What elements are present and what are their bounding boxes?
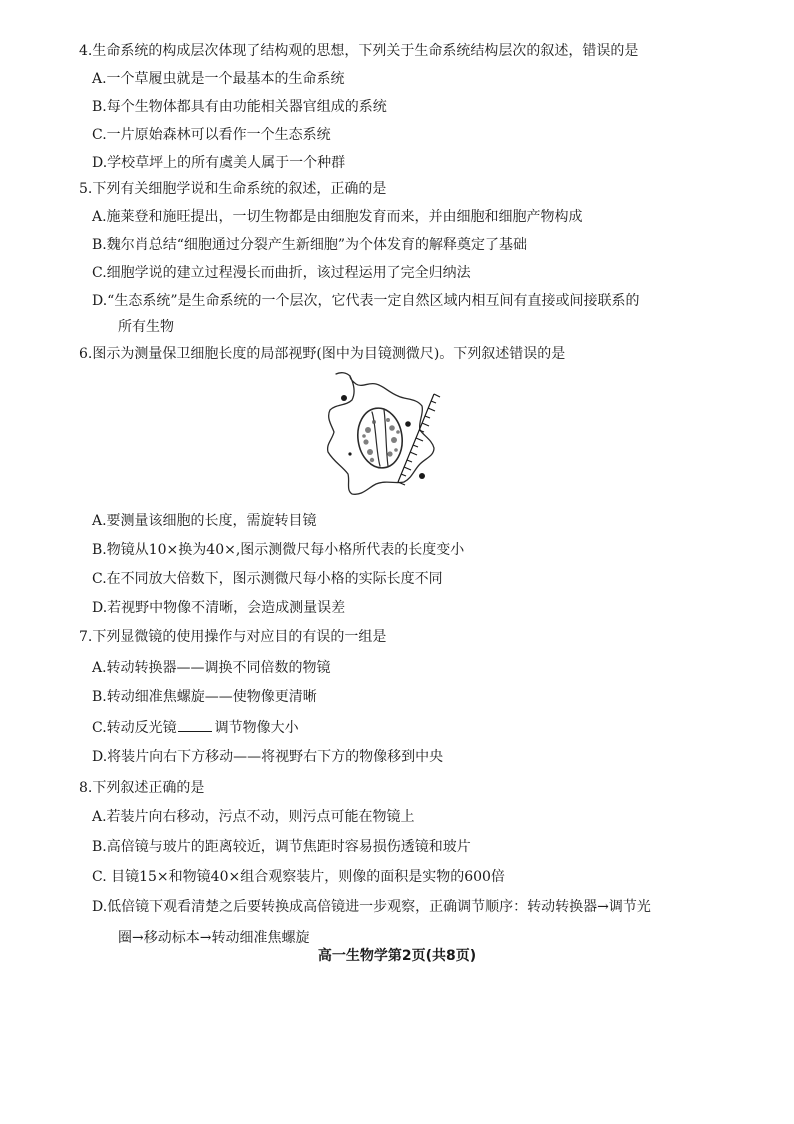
q5-option-c: C.细胞学说的建立过程漫长而曲折，该过程运用了完全归纳法 [92, 265, 471, 281]
q7-option-a: A.转动转换器——调换不同倍数的物镜 [92, 660, 331, 676]
guard-cell-micrometer-figure [310, 366, 450, 500]
q7-option-d: D.将装片向右下方移动——将视野右下方的物像移到中央 [92, 749, 444, 765]
q6-option-c: C.在不同放大倍数下，图示测微尺每小格的实际长度不同 [92, 571, 443, 587]
answer-blank [178, 718, 212, 732]
q4-option-a: A.一个草履虫就是一个最基本的生命系统 [92, 71, 345, 87]
q7-option-c-left: C.转动反光镜 [92, 720, 177, 736]
q6-option-d: D.若视野中物像不清晰，会造成测量误差 [92, 600, 346, 616]
q8-option-d: D.低倍镜下观看清楚之后要转换成高倍镜进一步观察，正确调节顺序：转动转换器→调节光 [92, 899, 651, 915]
q8-stem: 8.下列叙述正确的是 [79, 780, 205, 796]
q6-option-a: A.要测量该细胞的长度，需旋转目镜 [92, 513, 317, 529]
q7-option-c [92, 718, 299, 737]
q6-stem: 6.图示为测量保卫细胞长度的局部视野(图中为目镜测微尺)。下列叙述错误的是 [79, 346, 566, 362]
q5-option-b: B.魏尔肖总结“细胞通过分裂产生新细胞”为个体发育的解释奠定了基础 [92, 237, 528, 253]
q7-option-c-right: 调节物像大小 [214, 720, 299, 736]
q5-stem: 5.下列有关细胞学说和生命系统的叙述，正确的是 [79, 181, 387, 197]
q4-option-c: C.一片原始森林可以看作一个生态系统 [92, 127, 331, 143]
q4-option-d: D.学校草坪上的所有虞美人属于一个种群 [92, 155, 346, 171]
q8-option-a: A.若装片向右移动，污点不动，则污点可能在物镜上 [92, 809, 415, 825]
q7-stem: 7.下列显微镜的使用操作与对应目的有误的一组是 [79, 629, 387, 645]
page-footer: 高一生物学第2页(共8页) [317, 948, 477, 964]
q5-option-a: A.施莱登和施旺提出，一切生物都是由细胞发育而来，并由细胞和细胞产物构成 [92, 209, 583, 225]
q8-option-d-cont: 圈→移动标本→转动细准焦螺旋 [118, 930, 310, 946]
q4-option-b: B.每个生物体都具有由功能相关器官组成的系统 [92, 99, 387, 115]
q7-option-b: B.转动细准焦螺旋——使物像更清晰 [92, 689, 317, 705]
q5-option-d-cont: 所有生物 [118, 319, 174, 335]
q8-option-b: B.高倍镜与玻片的距离较近，调节焦距时容易损伤透镜和玻片 [92, 839, 471, 855]
q4-stem: 4.生命系统的构成层次体现了结构观的思想，下列关于生命系统结构层次的叙述，错误的是 [79, 43, 639, 59]
q8-option-c: C. 目镜15×和物镜40×组合观察装片，则像的面积是实物的600倍 [92, 869, 505, 885]
q6-option-b: B.物镜从10×换为40×,图示测微尺每小格所代表的长度变小 [92, 542, 465, 558]
q5-option-d: D.“生态系统”是生命系统的一个层次，它代表一定自然区域内相互间有直接或间接联系的 [92, 293, 640, 309]
